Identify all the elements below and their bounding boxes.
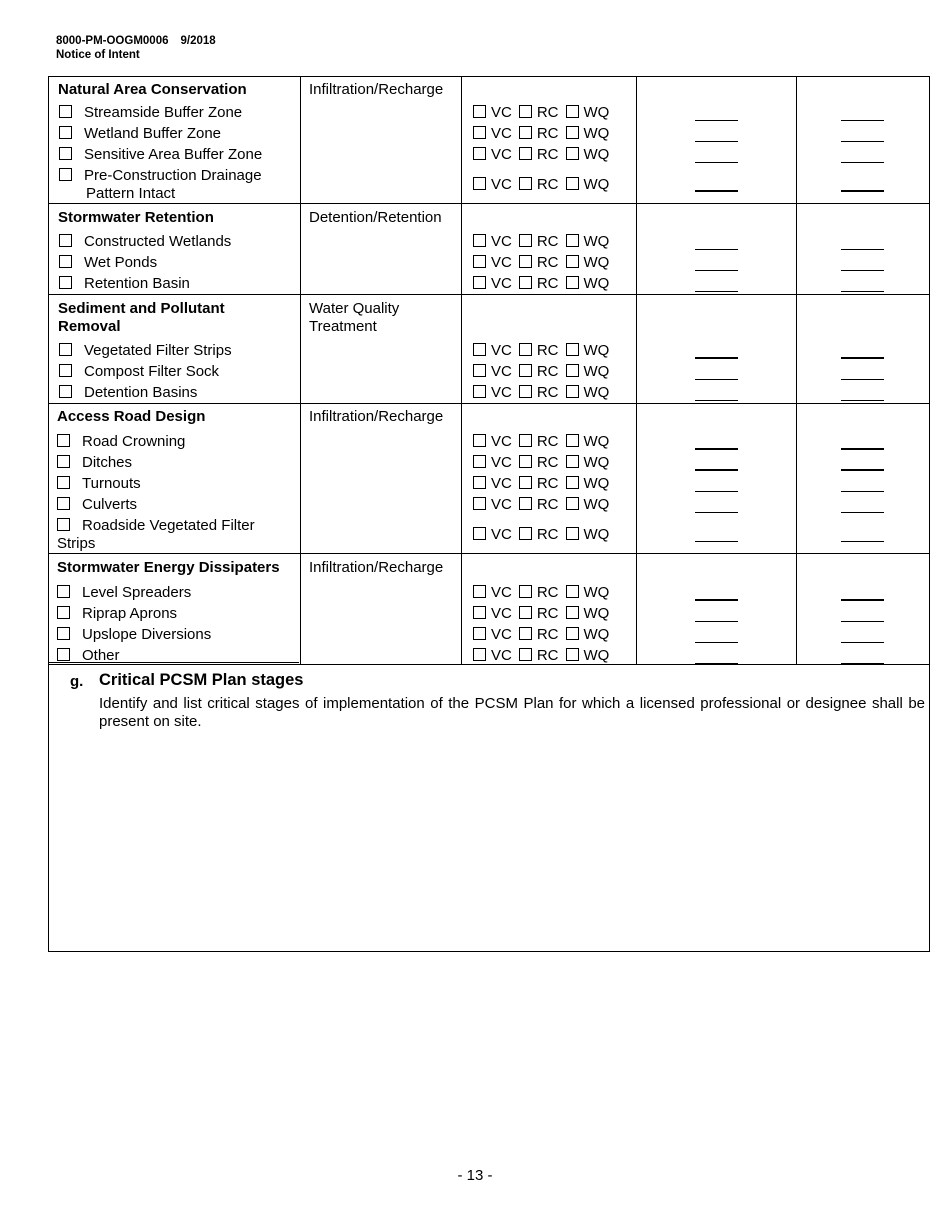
bmp-checkbox[interactable] [59,343,72,356]
bmp-item: Upslope Diversions [57,626,211,644]
blank-line[interactable] [695,469,738,471]
blank-line[interactable] [841,448,884,450]
blank-line[interactable] [841,469,884,471]
bmp-checkbox[interactable] [57,476,70,489]
vc-checkbox[interactable] [473,455,486,468]
row-divider [49,403,929,404]
column-divider [300,77,301,664]
bmp-checkbox[interactable] [59,147,72,160]
group-function: Infiltration/Recharge [309,81,444,98]
category-checkboxes: VC RC WQ [473,176,609,194]
wq-checkbox[interactable] [566,343,579,356]
bmp-item: Retention Basin [59,275,190,293]
blank-line[interactable] [695,291,738,292]
blank-line[interactable] [695,621,738,622]
vc-checkbox[interactable] [473,606,486,619]
blank-line[interactable] [841,541,884,542]
wq-checkbox[interactable] [566,476,579,489]
vc-checkbox[interactable] [473,497,486,510]
blank-line[interactable] [841,512,884,513]
bmp-checkbox[interactable] [59,364,72,377]
bmp-item: Wetland Buffer Zone [59,125,221,143]
bmp-checkbox[interactable] [59,385,72,398]
group-heading: Access Road Design [57,408,206,425]
bmp-checkbox[interactable] [57,648,70,661]
blank-line[interactable] [841,379,884,380]
section-letter: g. [70,673,84,690]
blank-line[interactable] [841,663,884,664]
rc-checkbox[interactable] [519,364,532,377]
blank-line[interactable] [841,249,884,250]
group-function: Infiltration/Recharge [309,559,444,576]
vc-checkbox[interactable] [473,105,486,118]
wq-checkbox[interactable] [566,234,579,247]
column-divider [461,77,462,664]
bmp-item: Roadside Vegetated Filter Strips [57,517,255,552]
blank-line[interactable] [841,190,884,192]
wq-checkbox[interactable] [566,276,579,289]
bmp-checkbox[interactable] [59,276,72,289]
group-function: Water Quality Treatment [309,300,400,335]
wq-checkbox[interactable] [566,147,579,160]
bmp-item: Riprap Aprons [57,605,177,623]
bmp-item: Detention Basins [59,384,197,402]
category-checkboxes: VC RC WQ [473,626,609,644]
category-checkboxes: VC RC WQ [473,254,609,272]
wq-checkbox[interactable] [566,627,579,640]
rc-checkbox[interactable] [519,434,532,447]
row-divider [49,553,929,554]
group-heading: Natural Area Conservation [58,81,247,98]
blank-line[interactable] [695,599,738,601]
vc-checkbox[interactable] [473,627,486,640]
bmp-checkbox[interactable] [59,168,72,181]
wq-checkbox[interactable] [566,434,579,447]
group-heading: Sediment and Pollutant Removal [58,300,225,335]
category-checkboxes: VC RC WQ [473,496,609,514]
bmp-checkbox[interactable] [59,234,72,247]
wq-checkbox[interactable] [566,177,579,190]
blank-line[interactable] [695,249,738,250]
wq-checkbox[interactable] [566,126,579,139]
vc-checkbox[interactable] [473,255,486,268]
bmp-item: Wet Ponds [59,254,157,272]
rc-checkbox[interactable] [519,234,532,247]
form-title: Notice of Intent [56,49,140,61]
rc-checkbox[interactable] [519,455,532,468]
bmp-item: Vegetated Filter Strips [59,342,232,360]
category-checkboxes: VC RC WQ [473,433,609,451]
vc-checkbox[interactable] [473,126,486,139]
category-checkboxes: VC RC WQ [473,526,609,544]
blank-line[interactable] [695,379,738,380]
bmp-checkbox[interactable] [57,627,70,640]
bmp-checkbox[interactable] [57,518,70,531]
rc-checkbox[interactable] [519,126,532,139]
wq-checkbox[interactable] [566,606,579,619]
rc-checkbox[interactable] [519,255,532,268]
rc-checkbox[interactable] [519,627,532,640]
vc-checkbox[interactable] [473,648,486,661]
bmp-item-other: Other [57,647,120,665]
blank-line[interactable] [695,120,738,121]
category-checkboxes: VC RC WQ [473,233,609,251]
rc-checkbox[interactable] [519,385,532,398]
blank-line[interactable] [695,663,738,664]
rc-checkbox[interactable] [519,276,532,289]
form-revision: 9/2018 [180,35,216,47]
blank-line[interactable] [695,270,738,271]
section-critical-stages [48,665,930,952]
blank-line[interactable] [695,141,738,142]
page-number: - 13 - [457,1167,493,1184]
bmp-item: Turnouts [57,475,141,493]
blank-line[interactable] [695,400,738,401]
bmp-table [48,76,930,665]
wq-checkbox[interactable] [566,364,579,377]
blank-line[interactable] [695,190,738,192]
category-checkboxes: VC RC WQ [473,275,609,293]
rc-checkbox[interactable] [519,476,532,489]
bmp-item: Ditches [57,454,132,472]
group-heading: Stormwater Energy Dissipaters [57,559,280,576]
rc-checkbox[interactable] [519,606,532,619]
blank-line[interactable] [695,512,738,513]
blank-line[interactable] [841,621,884,622]
rc-checkbox[interactable] [519,177,532,190]
bmp-item: Road Crowning [57,433,185,451]
category-checkboxes: VC RC WQ [473,647,609,665]
rc-checkbox[interactable] [519,497,532,510]
rc-checkbox[interactable] [519,343,532,356]
blank-line[interactable] [695,357,738,359]
wq-checkbox[interactable] [566,585,579,598]
form-number: 8000-PM-OOGM0006 [56,35,169,47]
bmp-item: Sensitive Area Buffer Zone [59,146,262,164]
row-divider [49,203,929,204]
rc-checkbox[interactable] [519,527,532,540]
blank-line[interactable] [695,541,738,542]
wq-checkbox[interactable] [566,648,579,661]
blank-line[interactable] [841,400,884,401]
wq-checkbox[interactable] [566,255,579,268]
column-divider [796,77,797,664]
vc-checkbox[interactable] [473,476,486,489]
category-checkboxes: VC RC WQ [473,146,609,164]
section-instructions: Identify and list critical stages of implementation of the PCSM Plan for which a licensed professional or designee shall be present on site. [99,695,925,730]
bmp-checkbox[interactable] [57,606,70,619]
bmp-item: Culverts [57,496,137,514]
blank-line[interactable] [695,491,738,492]
wq-checkbox[interactable] [566,455,579,468]
bmp-checkbox[interactable] [57,455,70,468]
group-function: Infiltration/Recharge [309,408,444,425]
vc-checkbox[interactable] [473,585,486,598]
other-input-line[interactable] [49,662,299,663]
bmp-item: Streamside Buffer Zone [59,104,242,122]
vc-checkbox[interactable] [473,147,486,160]
bmp-checkbox[interactable] [59,255,72,268]
bmp-checkbox[interactable] [57,434,70,447]
category-checkboxes: VC RC WQ [473,363,609,381]
blank-line[interactable] [841,162,884,163]
blank-line[interactable] [695,162,738,163]
blank-line[interactable] [841,642,884,643]
section-title: Critical PCSM Plan stages [99,671,304,689]
rc-checkbox[interactable] [519,585,532,598]
bmp-item: Pre-Construction Drainage Pattern Intact [59,167,262,185]
blank-line[interactable] [841,120,884,121]
wq-checkbox[interactable] [566,385,579,398]
vc-checkbox[interactable] [473,434,486,447]
bmp-item: Compost Filter Sock [59,363,219,381]
bmp-checkbox[interactable] [59,105,72,118]
wq-checkbox[interactable] [566,527,579,540]
document-header [56,34,216,62]
vc-checkbox[interactable] [473,343,486,356]
category-checkboxes: VC RC WQ [473,384,609,402]
category-checkboxes: VC RC WQ [473,475,609,493]
vc-checkbox[interactable] [473,364,486,377]
blank-line[interactable] [695,642,738,643]
category-checkboxes: VC RC WQ [473,605,609,623]
wq-checkbox[interactable] [566,105,579,118]
rc-checkbox[interactable] [519,648,532,661]
blank-line[interactable] [841,270,884,271]
blank-line[interactable] [695,448,738,450]
vc-checkbox[interactable] [473,527,486,540]
bmp-item: Constructed Wetlands [59,233,231,251]
vc-checkbox[interactable] [473,276,486,289]
category-checkboxes: VC RC WQ [473,454,609,472]
row-divider [49,294,929,295]
bmp-checkbox[interactable] [57,497,70,510]
rc-checkbox[interactable] [519,105,532,118]
blank-line[interactable] [841,141,884,142]
blank-line[interactable] [841,357,884,359]
category-checkboxes: VC RC WQ [473,342,609,360]
bmp-checkbox[interactable] [57,585,70,598]
group-function: Detention/Retention [309,209,442,226]
vc-checkbox[interactable] [473,177,486,190]
category-checkboxes: VC RC WQ [473,104,609,122]
blank-line[interactable] [841,491,884,492]
bmp-item: Level Spreaders [57,584,191,602]
category-checkboxes: VC RC WQ [473,584,609,602]
blank-line[interactable] [841,291,884,292]
wq-checkbox[interactable] [566,497,579,510]
blank-line[interactable] [841,599,884,601]
bmp-checkbox[interactable] [59,126,72,139]
rc-checkbox[interactable] [519,147,532,160]
column-divider [636,77,637,664]
group-heading: Stormwater Retention [58,209,214,226]
category-checkboxes: VC RC WQ [473,125,609,143]
vc-checkbox[interactable] [473,234,486,247]
vc-checkbox[interactable] [473,385,486,398]
